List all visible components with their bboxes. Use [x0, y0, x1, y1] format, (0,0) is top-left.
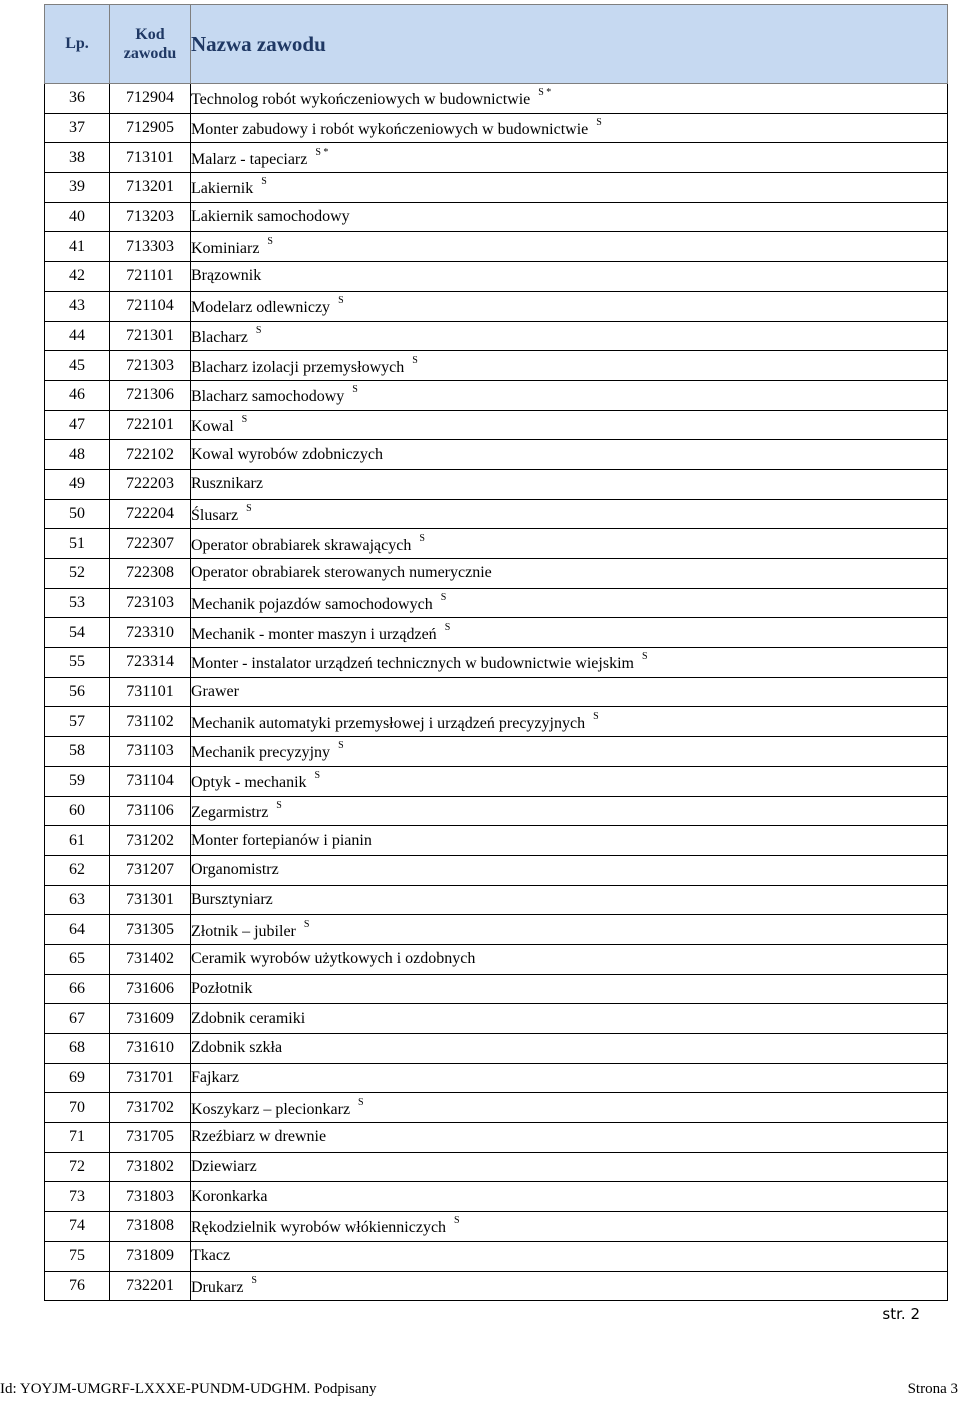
table-row	[45, 1063, 948, 1093]
row-mark: S	[276, 799, 282, 811]
row-kod-zawodu: 731305	[110, 915, 191, 945]
table-row	[45, 529, 948, 559]
row-mark: S	[454, 1215, 460, 1227]
row-nazwa-zawodu-cell	[191, 1034, 948, 1064]
table-row	[45, 202, 948, 232]
table-header-row	[45, 5, 948, 84]
table-row	[45, 143, 948, 173]
row-nazwa-zawodu-cell	[191, 529, 948, 559]
row-lp: 38	[45, 143, 110, 173]
table-row	[45, 1004, 948, 1034]
row-nazwa-zawodu: Bursztyniarz	[191, 890, 273, 908]
row-mark: S	[303, 918, 310, 930]
row-kod-zawodu: 713303	[110, 232, 191, 262]
row-kod-zawodu: 731808	[110, 1212, 191, 1242]
table-row	[45, 113, 948, 143]
row-lp: 69	[45, 1063, 110, 1093]
row-kod-zawodu: 721303	[110, 351, 191, 381]
row-nazwa-zawodu: Dziewiarz	[191, 1158, 257, 1176]
row-mark: S	[440, 592, 447, 604]
row-kod-zawodu: 722102	[110, 440, 191, 470]
header-kod-line1: Kod	[135, 26, 165, 43]
row-nazwa-zawodu-cell	[191, 84, 948, 114]
row-nazwa-zawodu: Ceramik wyrobów użytkowych i ozdobnych	[191, 950, 476, 968]
table-row	[45, 648, 948, 678]
row-lp: 39	[45, 173, 110, 203]
table-row	[45, 380, 948, 410]
row-mark: S	[251, 1274, 257, 1286]
row-nazwa-zawodu-cell	[191, 1123, 948, 1153]
row-lp: 50	[45, 499, 110, 529]
row-kod-zawodu: 731207	[110, 855, 191, 885]
row-kod-zawodu: 731606	[110, 974, 191, 1004]
row-nazwa-zawodu: Koronkarka	[191, 1187, 268, 1205]
row-kod-zawodu: 713201	[110, 173, 191, 203]
table-row	[45, 915, 948, 945]
row-kod-zawodu: 731610	[110, 1034, 191, 1064]
row-kod-zawodu: 731301	[110, 885, 191, 915]
row-kod-zawodu: 731101	[110, 677, 191, 707]
row-kod-zawodu: 712904	[110, 84, 191, 114]
row-lp: 68	[45, 1034, 110, 1064]
row-nazwa-zawodu-cell	[191, 262, 948, 292]
table-row	[45, 826, 948, 856]
table-row	[45, 707, 948, 737]
row-nazwa-zawodu: Grawer	[191, 683, 239, 701]
row-nazwa-zawodu: Monter fortepianów i pianin	[191, 831, 372, 849]
row-lp: 61	[45, 826, 110, 856]
header-lp: Lp.	[45, 5, 110, 84]
table-row	[45, 618, 948, 648]
row-mark: S	[358, 1096, 364, 1108]
row-nazwa-zawodu-cell	[191, 915, 948, 945]
table-row	[45, 1123, 948, 1153]
table-row	[45, 1182, 948, 1212]
row-lp: 52	[45, 559, 110, 589]
row-nazwa-zawodu: Malarz - tapeciarz	[191, 150, 308, 168]
row-lp: 36	[45, 84, 110, 114]
row-lp: 63	[45, 885, 110, 915]
row-nazwa-zawodu-cell	[191, 1182, 948, 1212]
row-kod-zawodu: 721101	[110, 262, 191, 292]
row-nazwa-zawodu-cell	[191, 737, 948, 767]
row-nazwa-zawodu-cell	[191, 885, 948, 915]
row-lp: 59	[45, 766, 110, 796]
row-nazwa-zawodu-cell	[191, 410, 948, 440]
row-lp: 67	[45, 1004, 110, 1034]
footer-page-label: Strona 3	[907, 1381, 958, 1397]
row-kod-zawodu: 722307	[110, 529, 191, 559]
row-lp: 51	[45, 529, 110, 559]
row-nazwa-zawodu-cell	[191, 796, 948, 826]
row-lp: 55	[45, 648, 110, 678]
row-nazwa-zawodu-cell	[191, 143, 948, 173]
row-mark: S *	[315, 146, 329, 158]
row-kod-zawodu: 732201	[110, 1271, 191, 1301]
table-row	[45, 1152, 948, 1182]
table-row	[45, 84, 948, 114]
row-nazwa-zawodu-cell	[191, 321, 948, 351]
table-row	[45, 1034, 948, 1064]
row-mark: S	[338, 295, 344, 307]
row-lp: 70	[45, 1093, 110, 1123]
row-nazwa-zawodu-cell	[191, 944, 948, 974]
row-nazwa-zawodu: Zdobnik szkła	[191, 1039, 283, 1057]
row-lp: 71	[45, 1123, 110, 1153]
row-nazwa-zawodu: Zdobnik ceramiki	[191, 1009, 306, 1027]
row-nazwa-zawodu-cell	[191, 232, 948, 262]
row-nazwa-zawodu-cell	[191, 766, 948, 796]
row-nazwa-zawodu: Optyk - mechanik	[191, 774, 307, 792]
row-kod-zawodu: 713101	[110, 143, 191, 173]
row-mark: S	[641, 651, 648, 663]
row-kod-zawodu: 712905	[110, 113, 191, 143]
row-nazwa-zawodu-cell	[191, 469, 948, 499]
row-nazwa-zawodu: Tkacz	[191, 1247, 231, 1265]
row-nazwa-zawodu: Lakiernik	[191, 180, 254, 198]
row-nazwa-zawodu-cell	[191, 202, 948, 232]
row-kod-zawodu: 722203	[110, 469, 191, 499]
table-row	[45, 766, 948, 796]
row-kod-zawodu: 723314	[110, 648, 191, 678]
row-mark: S	[255, 324, 262, 336]
header-nazwa-zawodu: Nazwa zawodu	[191, 5, 948, 84]
row-kod-zawodu: 731103	[110, 737, 191, 767]
row-kod-zawodu: 723103	[110, 588, 191, 618]
row-lp: 47	[45, 410, 110, 440]
row-nazwa-zawodu: Kominiarz	[191, 239, 260, 257]
row-nazwa-zawodu: Monter - instalator urządzeń technicznych w budownictwie wiejskim	[191, 655, 634, 673]
table-row	[45, 974, 948, 1004]
row-nazwa-zawodu: Pozłotnik	[191, 979, 253, 997]
row-nazwa-zawodu: Rękodzielnik wyrobów włókienniczych	[191, 1219, 447, 1237]
row-kod-zawodu: 731802	[110, 1152, 191, 1182]
row-lp: 43	[45, 291, 110, 321]
row-nazwa-zawodu: Rzeźbiarz w drewnie	[191, 1128, 327, 1146]
row-lp: 37	[45, 113, 110, 143]
row-kod-zawodu: 721306	[110, 380, 191, 410]
table-row	[45, 944, 948, 974]
table-row	[45, 469, 948, 499]
row-kod-zawodu: 731705	[110, 1123, 191, 1153]
row-nazwa-zawodu-cell	[191, 707, 948, 737]
row-mark: S	[314, 770, 321, 782]
row-lp: 45	[45, 351, 110, 381]
row-nazwa-zawodu-cell	[191, 677, 948, 707]
table-row	[45, 291, 948, 321]
row-nazwa-zawodu: Zegarmistrz	[191, 803, 269, 821]
row-lp: 62	[45, 855, 110, 885]
row-kod-zawodu: 713203	[110, 202, 191, 232]
row-lp: 46	[45, 380, 110, 410]
row-lp: 73	[45, 1182, 110, 1212]
row-mark: S	[444, 621, 451, 633]
row-nazwa-zawodu: Technolog robót wykończeniowych w budownictwie	[191, 91, 531, 109]
row-nazwa-zawodu-cell	[191, 351, 948, 381]
table-row	[45, 796, 948, 826]
table-row	[45, 855, 948, 885]
row-nazwa-zawodu: Blacharz samochodowy	[191, 388, 345, 406]
row-lp: 58	[45, 737, 110, 767]
row-lp: 49	[45, 469, 110, 499]
row-kod-zawodu: 731106	[110, 796, 191, 826]
row-nazwa-zawodu: Kowal	[191, 417, 234, 435]
row-lp: 57	[45, 707, 110, 737]
row-kod-zawodu: 731104	[110, 766, 191, 796]
row-nazwa-zawodu: Mechanik pojazdów samochodowych	[191, 596, 433, 614]
table-row	[45, 1093, 948, 1123]
row-mark: S	[338, 740, 344, 752]
row-kod-zawodu: 722101	[110, 410, 191, 440]
row-kod-zawodu: 722204	[110, 499, 191, 529]
row-kod-zawodu: 731701	[110, 1063, 191, 1093]
footer-document-id: Id: YOYJM-UMGRF-LXXXE-PUNDM-UDGHM. Podpisany	[0, 1381, 377, 1397]
row-nazwa-zawodu-cell	[191, 1063, 948, 1093]
row-nazwa-zawodu-cell	[191, 291, 948, 321]
row-nazwa-zawodu: Drukarz	[191, 1278, 244, 1296]
row-kod-zawodu: 722308	[110, 559, 191, 589]
row-nazwa-zawodu: Ślusarz	[191, 506, 239, 524]
row-nazwa-zawodu-cell	[191, 1241, 948, 1271]
row-lp: 40	[45, 202, 110, 232]
row-mark: S	[593, 710, 599, 722]
row-nazwa-zawodu: Fajkarz	[191, 1069, 239, 1087]
row-kod-zawodu: 731702	[110, 1093, 191, 1123]
row-nazwa-zawodu-cell	[191, 380, 948, 410]
table-row	[45, 499, 948, 529]
row-kod-zawodu: 731609	[110, 1004, 191, 1034]
row-nazwa-zawodu-cell	[191, 826, 948, 856]
row-nazwa-zawodu: Mechanik precyzyjny	[191, 744, 331, 762]
row-kod-zawodu: 723310	[110, 618, 191, 648]
table-row	[45, 737, 948, 767]
table-body	[45, 84, 948, 1301]
header-kod-zawodu	[110, 5, 191, 84]
row-kod-zawodu: 731102	[110, 707, 191, 737]
row-lp: 75	[45, 1241, 110, 1271]
table-row	[45, 1271, 948, 1301]
page-number: str. 2	[882, 1305, 920, 1323]
row-nazwa-zawodu: Blacharz izolacji przemysłowych	[191, 358, 405, 376]
row-nazwa-zawodu-cell	[191, 1004, 948, 1034]
professions-table	[44, 4, 948, 1301]
row-lp: 60	[45, 796, 110, 826]
row-nazwa-zawodu: Mechanik - monter maszyn i urządzeń	[191, 625, 437, 643]
row-nazwa-zawodu: Modelarz odlewniczy	[191, 299, 331, 317]
row-mark: S	[261, 176, 267, 188]
table-row	[45, 885, 948, 915]
row-kod-zawodu: 721301	[110, 321, 191, 351]
row-nazwa-zawodu: Organomistrz	[191, 861, 279, 879]
row-mark: S *	[538, 87, 552, 99]
table-row	[45, 1241, 948, 1271]
row-nazwa-zawodu-cell	[191, 173, 948, 203]
table-row	[45, 173, 948, 203]
row-lp: 66	[45, 974, 110, 1004]
row-nazwa-zawodu-cell	[191, 618, 948, 648]
row-nazwa-zawodu: Rusznikarz	[191, 475, 263, 493]
row-lp: 56	[45, 677, 110, 707]
row-nazwa-zawodu-cell	[191, 1212, 948, 1242]
row-mark: S	[412, 354, 418, 366]
row-kod-zawodu: 731402	[110, 944, 191, 974]
row-mark: S	[246, 502, 252, 514]
row-nazwa-zawodu: Blacharz	[191, 328, 248, 346]
row-nazwa-zawodu: Monter zabudowy i robót wykończeniowych w budownictwie	[191, 121, 589, 139]
header-kod-line2: zawodu	[123, 45, 177, 62]
table-row	[45, 559, 948, 589]
row-nazwa-zawodu-cell	[191, 855, 948, 885]
row-nazwa-zawodu-cell	[191, 648, 948, 678]
row-kod-zawodu: 731809	[110, 1241, 191, 1271]
table-row	[45, 440, 948, 470]
row-nazwa-zawodu-cell	[191, 974, 948, 1004]
row-nazwa-zawodu-cell	[191, 440, 948, 470]
row-lp: 48	[45, 440, 110, 470]
row-nazwa-zawodu-cell	[191, 559, 948, 589]
row-nazwa-zawodu: Mechanik automatyki przemysłowej i urządzeń precyzyjnych	[191, 714, 586, 732]
row-nazwa-zawodu-cell	[191, 113, 948, 143]
row-nazwa-zawodu-cell	[191, 1093, 948, 1123]
row-nazwa-zawodu-cell	[191, 499, 948, 529]
row-lp: 74	[45, 1212, 110, 1242]
table-row	[45, 232, 948, 262]
row-nazwa-zawodu: Operator obrabiarek sterowanych numerycznie	[191, 564, 492, 582]
row-nazwa-zawodu-cell	[191, 588, 948, 618]
row-kod-zawodu: 731202	[110, 826, 191, 856]
row-lp: 65	[45, 944, 110, 974]
row-lp: 72	[45, 1152, 110, 1182]
row-nazwa-zawodu: Koszykarz – plecionkarz	[191, 1100, 351, 1118]
row-nazwa-zawodu-cell	[191, 1271, 948, 1301]
row-nazwa-zawodu-cell	[191, 1152, 948, 1182]
table-row	[45, 321, 948, 351]
row-nazwa-zawodu: Kowal wyrobów zdobniczych	[191, 445, 383, 463]
row-mark: S	[352, 384, 358, 396]
row-lp: 76	[45, 1271, 110, 1301]
row-lp: 44	[45, 321, 110, 351]
row-nazwa-zawodu: Brązownik	[191, 267, 262, 285]
row-mark: S	[419, 532, 425, 544]
row-lp: 42	[45, 262, 110, 292]
row-mark: S	[596, 117, 602, 129]
row-lp: 54	[45, 618, 110, 648]
row-kod-zawodu: 721104	[110, 291, 191, 321]
table-row	[45, 1212, 948, 1242]
row-mark: S	[241, 413, 248, 425]
row-lp: 41	[45, 232, 110, 262]
row-mark: S	[267, 235, 273, 247]
row-kod-zawodu: 731803	[110, 1182, 191, 1212]
row-nazwa-zawodu: Złotnik – jubiler	[191, 922, 296, 940]
row-nazwa-zawodu: Lakiernik samochodowy	[191, 208, 350, 226]
table-row	[45, 677, 948, 707]
row-nazwa-zawodu: Operator obrabiarek skrawających	[191, 536, 412, 554]
row-lp: 64	[45, 915, 110, 945]
table-row	[45, 351, 948, 381]
table-row	[45, 588, 948, 618]
table-row	[45, 410, 948, 440]
row-lp: 53	[45, 588, 110, 618]
table-row	[45, 262, 948, 292]
